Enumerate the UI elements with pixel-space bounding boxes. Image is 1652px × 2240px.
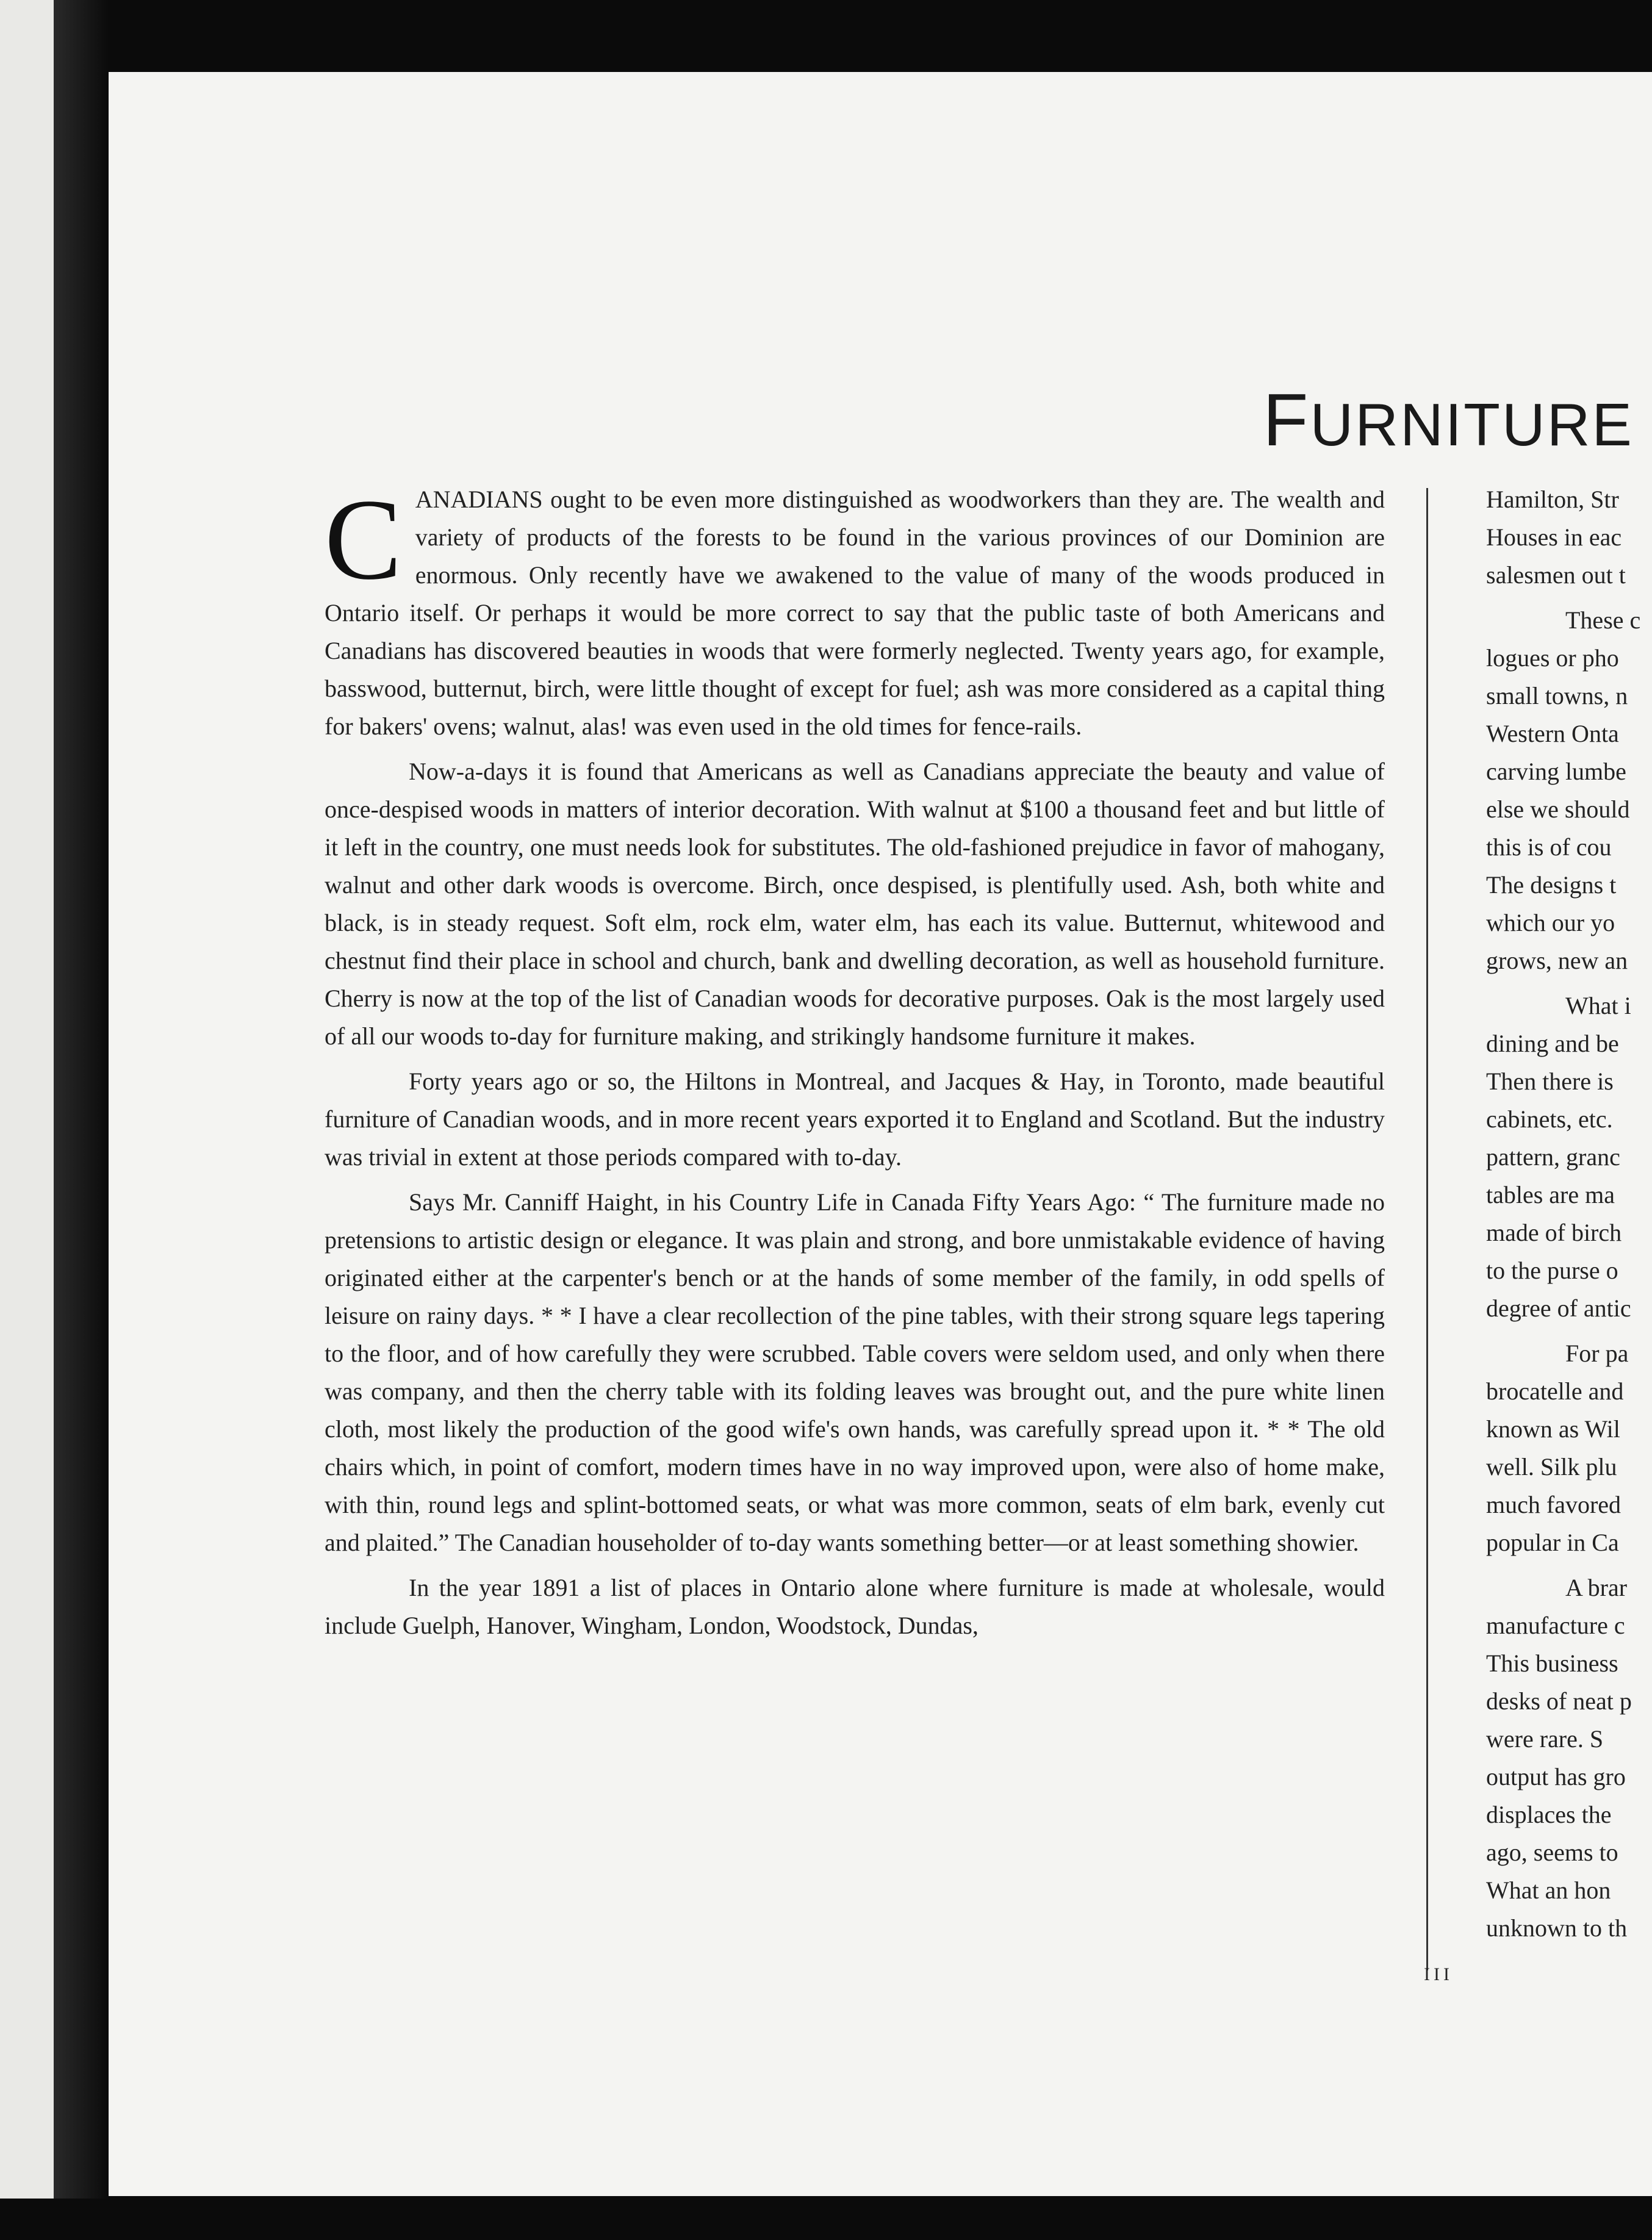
right-column-line: were rare. S [1486, 1725, 1604, 1753]
paragraph-1 [325, 476, 1385, 745]
right-column-line: grows, new an [1486, 947, 1628, 974]
right-text-column-cropped [1486, 481, 1652, 1969]
right-column-line: unknown to th [1486, 1914, 1628, 1942]
paragraph-gap [1486, 1562, 1652, 1569]
right-column-line: Houses in eac [1486, 523, 1622, 551]
paragraph-4: Says Mr. Canniff Haight, in his Country Life in Canada Fifty Years Ago: “ The furniture made no pretensions to artistic design or elegance. It was plain and strong, and bore unmistakable evidence of having originated either at the carpenter's bench or at the hands of some member of the family, in odd spells of leisure on rainy days. * * I have a clear recollection of the pine tables, with their strong square legs tapering to the floor, and of how carefully they were scrubbed. Table covers were seldom used, and only when there was company, and then the cherry table with its folding leaves was brought out, and the pure white linen cloth, most likely the production of the good wife's own hands, was carefully spread upon it. * * The old chairs which, in point of comfort, modern times have in no way improved upon, were also of home make, with thin, round legs and splint-bottomed seats, or what was more common, seats of elm bark, evenly cut and plaited.” The Canadian householder of to-day wants something better—or at least something showier. [325, 1188, 1385, 1556]
right-column-line: For pa [1565, 1340, 1629, 1367]
right-column-line: The designs t [1486, 871, 1617, 899]
right-column-line: pattern, granc [1486, 1143, 1620, 1171]
right-column-line: dining and be [1486, 1030, 1619, 1057]
right-column-line: What i [1565, 992, 1631, 1019]
right-column-line: small towns, n [1486, 682, 1628, 709]
paragraph-3: Forty years ago or so, the Hiltons in Montreal, and Jacques & Hay, in Toronto, made beautiful furniture of Canadian woods, and in more recent years exported it to England and Scotland. But the industry was trivial in extent at those periods compared with to-day. [325, 1068, 1385, 1171]
right-column-line: What an hon [1486, 1876, 1611, 1904]
right-column-line: desks of neat p [1486, 1687, 1632, 1715]
right-column-line: Then there is [1486, 1068, 1614, 1095]
right-column-line: made of birch [1486, 1219, 1622, 1246]
right-column-line: tables are ma [1486, 1181, 1615, 1208]
paragraph-gap [1486, 594, 1652, 601]
right-column-line: salesmen out t [1486, 561, 1626, 589]
right-column-line: This business [1486, 1649, 1618, 1677]
right-column-line: which our yo [1486, 909, 1615, 936]
right-column-line: logues or pho [1486, 644, 1619, 672]
scan-bottom-border [0, 2199, 1652, 2240]
main-text-column [325, 476, 1385, 1652]
right-column-line: ago, seems to [1486, 1839, 1618, 1866]
page-number: III [1424, 1964, 1453, 1984]
right-column-line: A brar [1565, 1574, 1628, 1601]
paragraph-2: Now-a-days it is found that Americans as well as Canadians appreciate the beauty and value of once-despised woods in matters of interior decoration. With walnut at $100 a thousand feet and but little of it left in the country, one must needs look for substitutes. The old-fashioned prejudice in favor of mahogany, walnut and other dark woods is overcome. Birch, once despised, is plentifully used. Ash, both white and black, is in steady request. Soft elm, rock elm, water elm, has each its value. Butternut, whitewood and chestnut find their place in school and church, bank and dwelling decoration, as well as household furniture. Cherry is now at the top of the list of Canadian woods for decorative purposes. Oak is the most largely used of all our woods to-day for furniture making, and strikingly handsome furniture it makes. [325, 758, 1385, 1050]
drop-cap: C [325, 476, 402, 604]
gutter-shadow [54, 0, 109, 2240]
right-column-line: manufacture c [1486, 1612, 1625, 1639]
right-column-line: Western Onta [1486, 720, 1619, 747]
right-column-line: brocatelle and [1486, 1377, 1624, 1405]
facing-page-edge [0, 0, 54, 2240]
right-column-line: known as Wil [1486, 1415, 1620, 1443]
paragraph-gap [1486, 980, 1652, 987]
right-column-line: to the purse o [1486, 1257, 1618, 1284]
right-column-line: output has gro [1486, 1763, 1626, 1790]
right-column-line: cabinets, etc. [1486, 1105, 1613, 1133]
paragraph-text: ANADIANS ought to be even more distinguished as woodworkers than they are. The wealth and variety of products of the forests to be found in the various provinces of our Dominion are enormous. Only recently have we awakened to the value of many of the woods produced in Ontario itself. Or perhaps it would be more correct to say that the public taste of both Americans and Canadians has discovered beauties in woods that were formerly neglected. Twenty years ago, for example, basswood, butternut, birch, were little thought of except for fuel; ash was more considered as a capital thing for bakers' ovens; walnut, alas! was even used in the old times for fence-rails. [325, 486, 1385, 740]
right-column-line: else we should [1486, 795, 1630, 823]
right-column-line: popular in Ca [1486, 1529, 1619, 1556]
right-column-line: this is of cou [1486, 833, 1612, 861]
right-column-line: degree of antic [1486, 1294, 1631, 1322]
right-column-line: much favored [1486, 1491, 1621, 1518]
paragraph-5: In the year 1891 a list of places in Ontario alone where furniture is made at wholesale, would include Guelph, Hanover, Wingham, London, Woodstock, Dundas, [325, 1574, 1385, 1639]
page-title: FURNITURE [1263, 378, 1634, 461]
right-column-line: displaces the [1486, 1801, 1612, 1828]
right-column-line: These c [1565, 606, 1641, 634]
paragraph-gap [1486, 1327, 1652, 1335]
right-column-line: Hamilton, Str [1486, 486, 1619, 513]
right-column-line: carving lumbe [1486, 758, 1626, 785]
right-column-line: well. Silk plu [1486, 1453, 1617, 1481]
column-rule [1426, 488, 1428, 1970]
